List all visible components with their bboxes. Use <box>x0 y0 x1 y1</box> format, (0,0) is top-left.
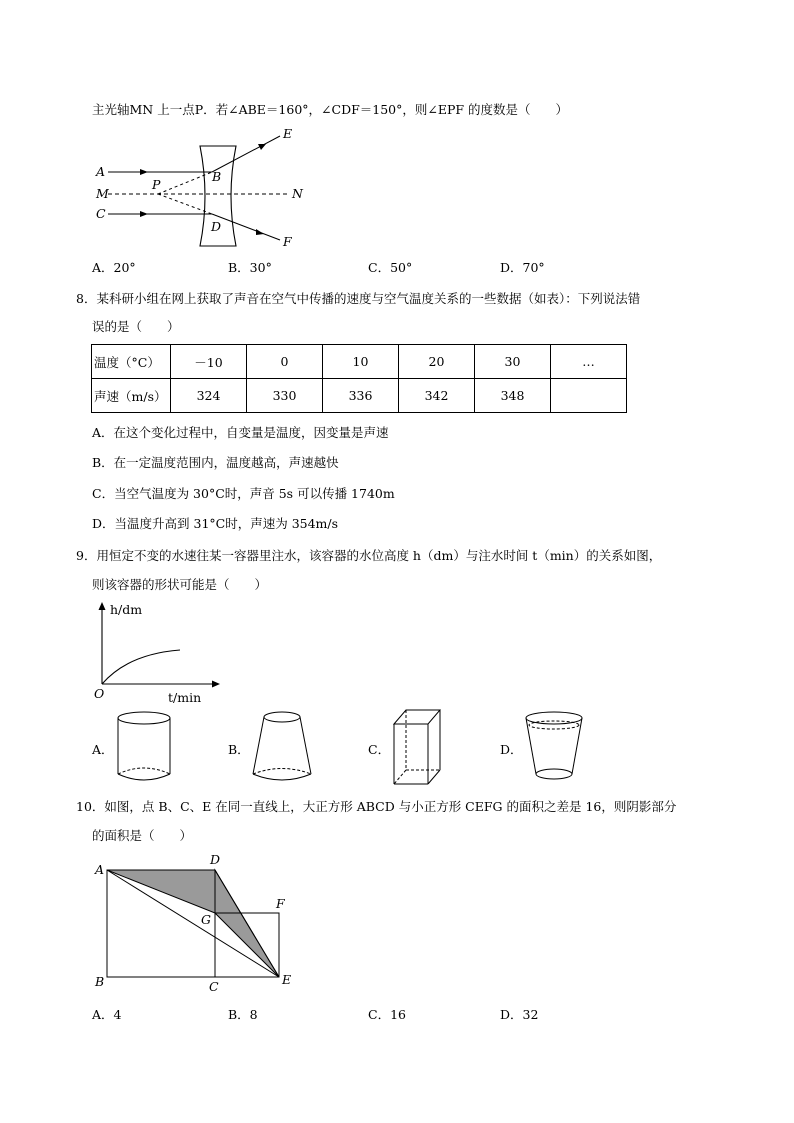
q9-text-line1: 9．用恒定不变的水速往某一容器里注水，该容器的水位高度 h（dm）与注水时间 t（min）的关系如图， <box>76 548 662 563</box>
q10-option-b[interactable]: B．8 <box>228 1007 258 1022</box>
q9-option-b[interactable]: B． <box>228 742 250 757</box>
label-B: B <box>212 169 222 184</box>
graph-xlabel: t/min <box>168 690 202 705</box>
label-B: B <box>95 974 105 989</box>
q10-option-a[interactable]: A．4 <box>92 1007 122 1022</box>
q8-option-d[interactable]: D．当温度升高到 31°C时，声速为 354m/s <box>92 516 339 531</box>
label-N: N <box>292 186 303 201</box>
q10-option-c[interactable]: C．16 <box>368 1007 406 1022</box>
table-cell: … <box>551 345 627 379</box>
label-F: F <box>283 234 292 249</box>
table-cell: 348 <box>475 379 551 413</box>
q7-text: 主光轴MN 上一点P．若∠ABE＝160°，∠CDF＝150°，则∠EPF 的度数是（ ） <box>92 102 569 117</box>
q10-text-line2: 的面积是（ ） <box>92 828 193 843</box>
q9-option-a[interactable]: A． <box>92 742 114 757</box>
label-C: C <box>209 979 219 994</box>
q9-option-c[interactable]: C． <box>368 742 391 757</box>
q10-squares-diagram <box>90 850 330 1000</box>
label-D: D <box>210 852 221 867</box>
q9-option-d[interactable]: D． <box>500 742 523 757</box>
label-M: M <box>96 186 109 201</box>
table-row-header: 温度（°C） <box>92 345 171 379</box>
table-cell <box>551 379 627 413</box>
q7-option-d[interactable]: D．70° <box>500 260 545 275</box>
label-C: C <box>96 206 106 221</box>
q8-option-c[interactable]: C．当空气温度为 30°C时，声音 5s 可以传播 1740m <box>92 486 395 501</box>
graph-ylabel: h/dm <box>110 602 143 617</box>
table-cell: 336 <box>323 379 399 413</box>
q7-option-b[interactable]: B．30° <box>228 260 272 275</box>
cylinder-container-icon <box>114 708 174 788</box>
table-row <box>92 379 627 413</box>
rectangular-prism-icon <box>388 706 448 790</box>
table-cell: －10 <box>171 345 247 379</box>
wide-top-cup-icon <box>522 708 586 788</box>
label-P: P <box>152 177 161 192</box>
q7-option-a[interactable]: A．20° <box>92 260 136 275</box>
label-A: A <box>96 164 106 179</box>
table-cell: 0 <box>247 345 323 379</box>
narrow-top-cup-icon <box>247 708 317 788</box>
q9-graph <box>88 600 238 710</box>
q8-option-b[interactable]: B．在一定温度范围内，温度越高，声速越快 <box>92 455 339 470</box>
label-A: A <box>95 862 105 877</box>
table-cell: 342 <box>399 379 475 413</box>
speed-table <box>91 344 627 413</box>
q7-option-c[interactable]: C．50° <box>368 260 413 275</box>
label-G: G <box>201 912 211 927</box>
q8-text-line2: 误的是（ ） <box>92 319 180 334</box>
q7-lens-diagram <box>88 128 348 248</box>
table-cell: 324 <box>171 379 247 413</box>
label-E: E <box>283 126 293 141</box>
label-E: E <box>282 972 292 987</box>
table-cell: 10 <box>323 345 399 379</box>
table-row-header: 声速（m/s） <box>92 379 171 413</box>
q9-text-line2: 则该容器的形状可能是（ ） <box>92 577 268 592</box>
label-D: D <box>211 219 222 234</box>
graph-origin: O <box>94 686 105 701</box>
q8-option-a[interactable]: A．在这个变化过程中，自变量是温度，因变量是声速 <box>92 425 389 440</box>
table-cell: 30 <box>475 345 551 379</box>
table-row <box>92 345 627 379</box>
table-cell: 20 <box>399 345 475 379</box>
table-cell: 330 <box>247 379 323 413</box>
q8-text-line1: 8．某科研小组在网上获取了声音在空气中传播的速度与空气温度关系的一些数据（如表）：下列说法错 <box>76 291 641 306</box>
q10-text-line1: 10．如图，点 B、C、E 在同一直线上，大正方形 ABCD 与小正方形 CEFG 的面积之差是 16，则阴影部分 <box>76 799 677 814</box>
label-F: F <box>276 896 285 911</box>
q10-option-d[interactable]: D．32 <box>500 1007 539 1022</box>
